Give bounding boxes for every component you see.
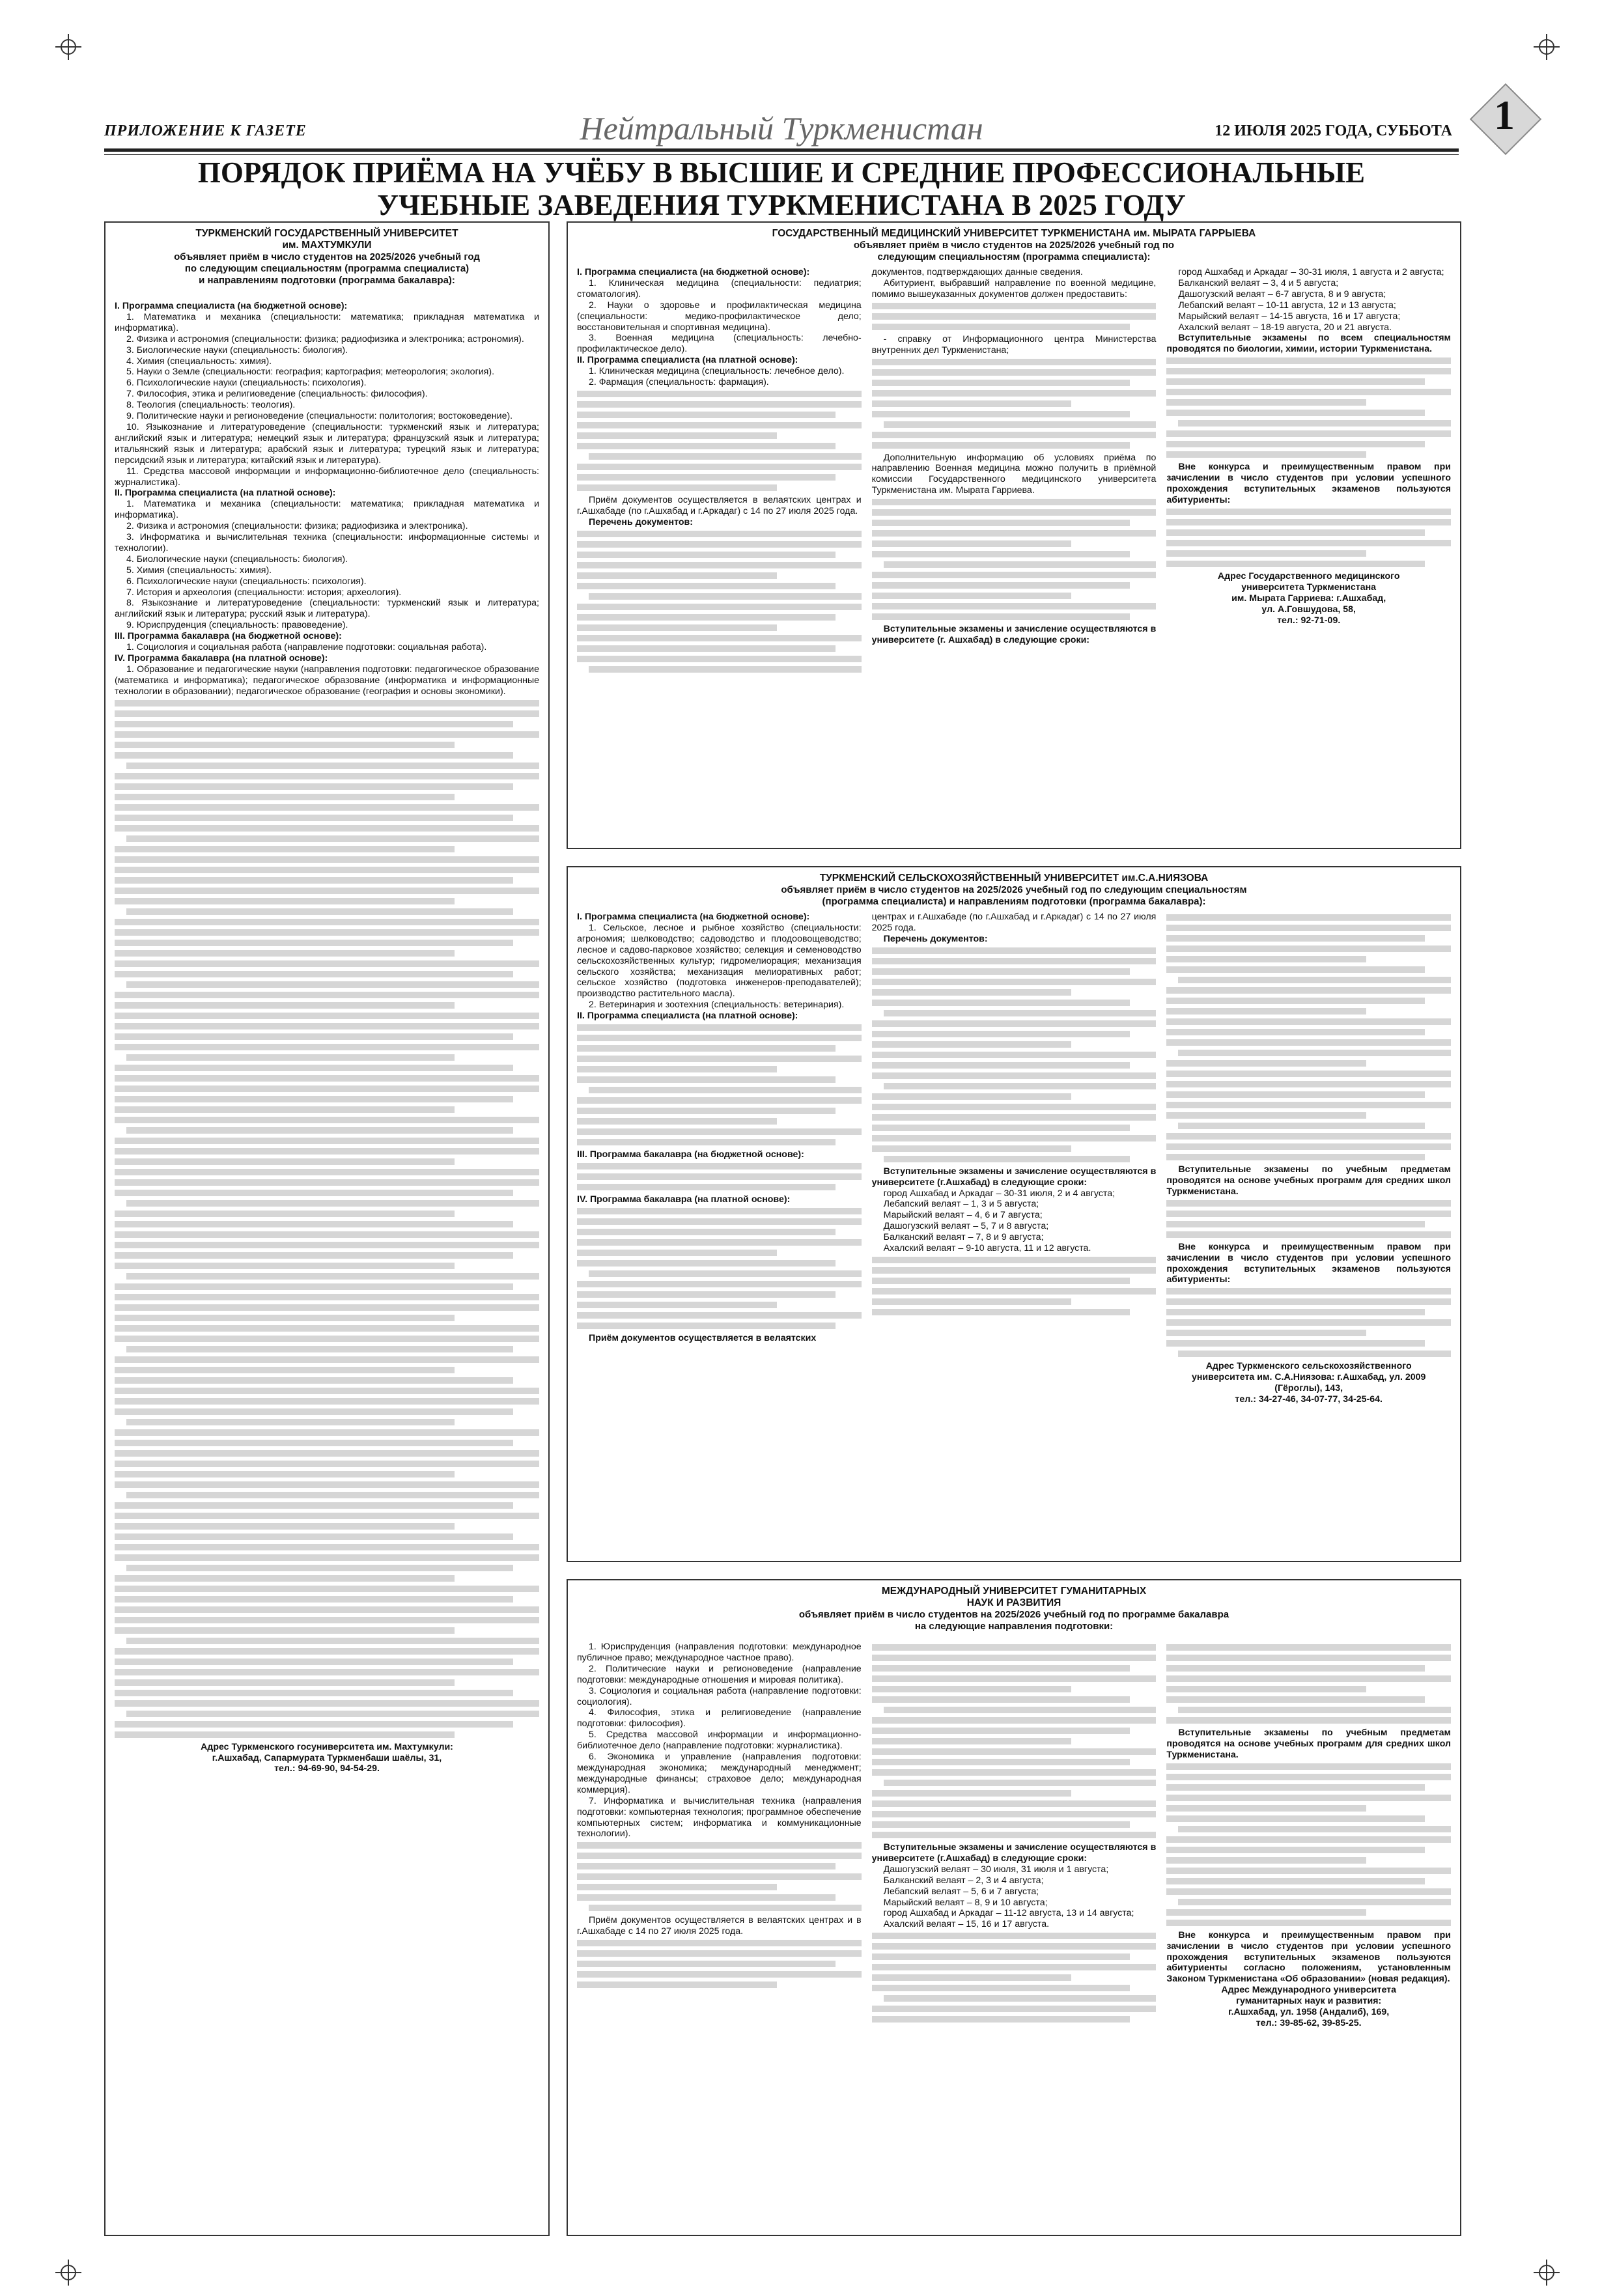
panel-hum-header [568,1580,1460,1632]
hum-text-placeholder [577,1842,862,1911]
agri-column-3 [1166,912,1451,1405]
tgu-sub-1: объявляет приём в число студентов на 2025/2026 учебный год [174,251,480,262]
hum-line: 6. Экономика и управление (направления подготовки: международная экономика; международный менеджмент; международные финансы; страховое дело; международная коммерция). [577,1752,862,1795]
agri-line: Дашогузский велаят – 5, 7 и 8 августа; [883,1221,1049,1232]
tgu-line: 10. Языкознание и литературоведение (специальности: туркменский язык и литература; английский язык и литература; немецкий язык и литература; французский язык и литература; итальянский язык и литература; арабский язык и литература; турецкий язык и литература; персидский язык и литература; китайский язык и литература). [115,421,539,466]
hum-line: Вне конкурса и преимущественным правом при зачислении в число студентов при условии успешного прохождения вступительных экзаменов пользуются абитуриенты согласно положениям, установленным Законом Туркменистана «Об образовании» (новая редакция). [1166,1929,1452,1985]
hum-address-3: г.Ашхабад, ул. 1958 (Андалиб), 169, [1228,2007,1390,2018]
hum-line: Вступительные экзамены и зачисление осуществляются в университете (г.Ашхабад) в следующие сроки: [871,1842,1157,1864]
med-line: Ахалский велаят – 18-19 августа, 20 и 21 августа. [1178,322,1392,333]
hum-title-2: НАУК И РАЗВИТИЯ [966,1597,1061,1608]
med-line: Приём документов осуществляется в велаятских центрах и г.Ашхабаде (по г.Ашхабад и г.Аркадаг) с 14 по 27 июля 2025 года. [577,494,862,516]
hum-title-1: МЕЖДУНАРОДНЫЙ УНИВЕРСИТЕТ ГУМАНИТАРНЫХ [881,1586,1147,1597]
med-line: Марыйский велаят – 14-15 августа, 16 и 17 августа; [1178,311,1401,322]
hum-address-2: гуманитарных наук и развития: [1236,1996,1382,2007]
med-line: 1. Клиническая медицина (специальность: лечебное дело). [589,366,845,377]
agri-line: IV. Программа бакалавра (на платной основе): [577,1194,791,1205]
agri-column-1 [577,912,862,1405]
agri-line: Перечень документов: [883,933,988,944]
tgu-line: 6. Психологические науки (специальность: психология). [126,378,367,389]
agri-line: II. Программа специалиста (на платной основе): [577,1011,798,1022]
page-number: 1 [1494,92,1515,138]
tgu-line: 1. Социология и социальная работа (направление подготовки: социальная работа). [126,642,487,653]
agri-line: центрах и г.Ашхабаде (по г.Ашхабад и г.Аркадаг) с 14 по 27 июля 2025 года. [871,912,1157,933]
tgu-line: 4. Химия (специальность: химия). [126,356,272,367]
tgu-line: III. Программа бакалавра (на бюджетной основе): [115,631,342,642]
masthead-rule [104,148,1459,152]
agri-line: Балканский велаят – 7, 8 и 9 августа; [883,1232,1044,1243]
registration-mark-bottom-left [55,2260,81,2286]
hum-column-2 [872,1642,1157,2029]
headline-line-2: УЧЕБНЫЕ ЗАВЕДЕНИЯ ТУРКМЕНИСТАНА В 2025 ГОДУ [377,189,1186,221]
hum-line: Марыйский велаят – 8, 9 и 10 августа; [883,1897,1048,1908]
agri-line: город Ашхабад и Аркадаг – 30-31 июля, 2 и 4 августа; [883,1188,1116,1199]
tgu-title-1: ТУРКМЕНСКИЙ ГОСУДАРСТВЕННЫЙ УНИВЕРСИТЕТ [195,228,458,239]
agri-text-placeholder [577,1163,862,1190]
hum-line: Ахалский велаят – 15, 16 и 17 августа. [883,1919,1050,1930]
tgu-line: 9. Политические науки и регионоведение (специальности: политология; востоковедение). [126,411,513,422]
tgu-line: 6. Психологические науки (специальность: психология). [126,576,367,587]
agri-text-placeholder [872,947,1157,1162]
agri-line: Ахалский велаят – 9-10 августа, 11 и 12 августа. [883,1243,1091,1254]
page-number-badge [1468,82,1540,154]
registration-mark-top-left [55,34,81,60]
agri-line: III. Программа бакалавра (на бюджетной основе): [577,1149,804,1160]
med-line: Вне конкурса и преимущественным правом при зачислении в число студентов при условии успешного прохождения вступительных экзаменов пользуются абитуриенты: [1166,462,1452,505]
med-line: Дашогузский велаят – 6-7 августа, 8 и 9 августа; [1178,288,1386,300]
tgu-body-text-placeholder [115,700,539,1738]
tgu-address-3: тел.: 94-69-90, 94-54-29. [274,1763,380,1774]
hum-text-placeholder [577,1940,862,1988]
med-line: город Ашхабад и Аркадаг – 30-31 июля, 1 августа и 2 августа; [1178,267,1444,277]
agri-address-4: тел.: 34-27-46, 34-07-77, 34-25-64. [1235,1394,1383,1405]
hum-text-placeholder [1166,1763,1451,1926]
panel-tgu [104,221,550,2236]
hum-sub-2: на следующие направления подготовки: [914,1621,1114,1632]
tgu-line: 3. Информатика и вычислительная техника (специальности: информационные системы и технологии). [115,532,539,553]
med-title: ГОСУДАРСТВЕННЫЙ МЕДИЦИНСКИЙ УНИВЕРСИТЕТ ТУРКМЕНИСТАНА им. МЫРАТА ГАРРЫЕВА [772,228,1256,239]
tgu-address-2: г.Ашхабад, Сапармурата Туркменбаши шаёлы, 31, [212,1752,442,1763]
med-address-3: им. Мырата Гарриева: г.Ашхабад, [1231,593,1386,604]
hum-line: Дашогузский велаят – 30 июля, 31 июля и 1 августа; [883,1864,1109,1875]
tgu-line: 8. Теология (специальность: теология). [126,400,296,411]
med-sub-1: объявляет приём в число студентов на 2025/2026 учебный год по [853,240,1175,251]
hum-line: 5. Средства массовой информации и информационно-библиотечное дело (направление подготовки: журналистика). [577,1729,862,1752]
med-line: 2. Науки о здоровье и профилактическая медицина (специальности: медико-профилактическое дело; восстановительная и спортивная медицина). [577,300,862,333]
hum-line: Лебапский велаят – 5, 6 и 7 августа; [883,1886,1039,1897]
med-line: Абитуриент, выбравший направление по военной медицине, помимо вышеуказанных документов должен предоставить: [871,277,1157,300]
registration-mark-bottom-right [1534,2260,1560,2286]
med-address-4: ул. А.Говшудова, 58, [1261,604,1356,615]
hum-line: 3. Социология и социальная работа (направление подготовки: социология). [577,1685,862,1707]
agri-text-placeholder [1166,914,1451,1160]
panel-med-header [568,223,1460,263]
med-line: 3. Военная медицина (специальность: лечебно-профилактическое дело). [577,333,862,355]
tgu-line: IV. Программа бакалавра (на платной основе): [115,653,328,664]
tgu-line: 7. История и археология (специальности: история; археология). [126,587,402,598]
agri-text-placeholder [1166,1200,1451,1238]
agri-line: Вне конкурса и преимущественным правом при зачислении в число студентов при условии успешного прохождения вступительных экзаменов пользуются абитуриенты: [1166,1241,1452,1285]
masthead [104,109,1459,148]
tgu-line: 5. Науки о Земле (специальности: география; картография; метеорология; экология). [126,367,495,378]
med-line: Лебапский велаят – 10-11 августа, 12 и 13 августа; [1178,300,1396,311]
med-line: 1. Клиническая медицина (специальности: педиатрия; стоматология). [577,277,862,300]
hum-line: Приём документов осуществляется в велаятских центрах и в г.Ашхабаде с 14 по 27 июля 2025 года. [577,1915,862,1937]
hum-text-placeholder [872,1644,1157,1838]
tgu-line: 7. Философия, этика и религиоведение (специальность: философия). [126,389,428,400]
masthead-rule-thin [104,154,1459,155]
agri-text-placeholder [577,1024,862,1145]
panel-tgu-header [105,223,548,287]
med-address-5: тел.: 92-71-09. [1277,615,1341,626]
agri-text-placeholder [1166,1288,1451,1357]
agri-line: Вступительные экзамены и зачисление осуществляются в университете (г.Ашхабад) в следующие сроки: [871,1166,1157,1188]
med-column-2 [872,267,1157,677]
hum-line: Балканский велаят – 2, 3 и 4 августа; [883,1875,1044,1886]
med-line: Дополнительную информацию об условиях приёма по направлению Военная медицина можно получить в приёмной комиссии Государственного медицинского университета Туркменистана им. Мырата Гарриева. [871,452,1157,496]
med-line: документов, подтверждающих данные сведения. [871,267,1083,277]
tgu-line: 5. Химия (специальность: химия). [126,565,272,576]
tgu-sub-2: по следующим специальностям (программа специалиста) [184,263,470,274]
tgu-line: 2. Физика и астрономия (специальности: физика; радиофизика и электроника; астрономия). [126,333,524,344]
tgu-line: I. Программа специалиста (на бюджетной основе): [115,301,348,311]
tgu-line: 4. Биологические науки (специальность: биология). [126,553,348,565]
med-sub-2: следующим специальностям (программа специалиста): [877,251,1151,262]
supplement-label: ПРИЛОЖЕНИЕ К ГАЗЕТЕ [104,122,307,139]
agri-line: Марыйский велаят – 4, 6 и 7 августа; [883,1210,1043,1221]
hum-sub-1: объявляет приём в число студентов на 2025/2026 учебный год по программе бакалавра [798,1609,1229,1620]
tgu-line: 3. Биологические науки (специальность: биология). [126,344,348,356]
med-text-placeholder [872,499,1157,620]
agri-title: ТУРКМЕНСКИЙ СЕЛЬСКОХОЗЯЙСТВЕННЫЙ УНИВЕРСИТЕТ им.С.А.НИЯЗОВА [819,873,1209,884]
agri-column-2 [872,912,1157,1405]
med-column-1 [577,267,862,677]
hum-address-4: тел.: 39-85-62, 39-85-25. [1256,2017,1362,2028]
med-text-placeholder [872,359,1157,449]
med-line: 2. Фармация (специальность: фармация). [589,377,769,388]
med-text-placeholder [872,303,1157,330]
tgu-line: 11. Средства массовой информации и информационно-библиотечное дело (специальность: журналистика). [115,466,539,488]
page-headline [104,156,1459,221]
tgu-line: 1. Математика и механика (специальности: математика; прикладная математика и информатика). [115,499,539,521]
panel-agri-header [568,867,1460,908]
med-line: Балканский велаят – 3, 4 и 5 августа; [1178,277,1339,288]
panel-agricultural-university [567,866,1461,1562]
hum-line: 7. Информатика и вычислительная техника (направления подготовки: компьютерная технология; программное обеспечение компьютерных систем; информатика и коммуникационные технологии). [577,1795,862,1840]
tgu-address-1: Адрес Туркменского госуниверситета им. Махтумкули: [201,1741,453,1752]
hum-address-1: Адрес Международного университета [1221,1985,1396,1996]
tgu-line: 2. Физика и астрономия (специальности: физика; радиофизика и электроника). [126,521,468,532]
med-line: Вступительные экзамены по всем специальностям проводятся по биологии, химии, истории Туркменистана. [1166,333,1452,355]
hum-text-placeholder [872,1933,1157,2023]
med-column-3 [1166,267,1451,677]
hum-line: 4. Философия, этика и религиоведение (направление подготовки: философия). [577,1707,862,1729]
med-text-placeholder [1166,509,1451,567]
med-address-2: университета Туркменистана [1241,581,1377,593]
hum-line: город Ашхабад и Аркадаг – 11-12 августа, 13 и 14 августа; [883,1908,1134,1919]
agri-address-2: университета им. С.А.Ниязова: г.Ашхабад, ул. 2009 [1191,1372,1426,1383]
med-line: I. Программа специалиста (на бюджетной основе): [577,267,810,277]
agri-line: Лебапский велаят – 1, 3 и 5 августа; [883,1199,1039,1210]
tgu-line: II. Программа специалиста (на платной основе): [115,488,336,499]
hum-text-placeholder [1166,1644,1451,1724]
agri-line: I. Программа специалиста (на бюджетной основе): [577,912,810,922]
registration-mark-top-right [1534,34,1560,60]
headline-line-1: ПОРЯДОК ПРИЁМА НА УЧЁБУ В ВЫСШИЕ И СРЕДНИЕ ПРОФЕССИОНАЛЬНЫЕ [197,156,1366,189]
newspaper-title: Нейтральный Туркменистан [580,110,983,147]
agri-line: 1. Сельское, лесное и рыбное хозяйство (специальности: агрономия; шелководство; садоводство и плодоовощеводство; лесное и садово-парковое хозяйство; селекция и семеноводство сельскохозяйственных культур; гидромелиорация; механизация сельского хозяйства; механизация мелиоративных работ; сельское хозяйство (подготовка инженеров-преподавателей); производство растительного масла). [577,922,862,1000]
agri-text-placeholder [577,1208,862,1329]
med-text-placeholder [1166,357,1451,458]
tgu-sub-3: и направлениям подготовки (программа бакалавра): [199,275,455,286]
med-address-1: Адрес Государственного медицинского [1217,570,1400,581]
med-line: Перечень документов: [589,516,693,527]
med-line: Вступительные экзамены и зачисление осуществляются в университете (г. Ашхабад) в следующие сроки: [871,624,1157,646]
tgu-body [115,301,539,1774]
panel-humanities-university [567,1579,1461,2236]
issue-date: 12 ИЮЛЯ 2025 ГОДА, СУББОТА [1215,122,1452,139]
tgu-line: 1. Образование и педагогические науки (направления подготовки: педагогическое образование (математика и информатика); педагогическое образование (информатика и информационные технологии в образовании); педагогическое образование (география и основы экономики). [115,664,539,697]
hum-line: 1. Юриспруденция (направления подготовки: международное публичное право; международное частное право). [577,1642,862,1663]
tgu-line: 1. Математика и механика (специальности: математика; прикладная математика и информатика). [115,311,539,333]
agri-sub-2: (программа специалиста) и направлениям подготовки (программа бакалавра): [822,896,1206,907]
agri-sub-1: объявляет приём в число студентов на 2025/2026 учебный год по следующим специальностям [781,884,1247,895]
med-text-placeholder [577,531,862,673]
agri-address-3: (Гёроглы), 143, [1274,1383,1343,1394]
agri-text-placeholder [872,1257,1157,1315]
agri-line: 2. Ветеринария и зоотехния (специальность: ветеринария). [589,1000,845,1011]
agri-line: Вступительные экзамены по учебным предметам проводятся на основе учебных программ для средних школ Туркменистана. [1166,1164,1452,1197]
hum-line: 2. Политические науки и регионоведение (направление подготовки: международные отношения и мировая политика). [577,1663,862,1685]
tgu-line: 9. Юриспруденция (специальность: правоведение). [126,620,348,631]
tgu-title-2: им. МАХТУМКУЛИ [282,240,372,251]
tgu-line: 8. Языкознание и литературоведение (специальности: туркменский язык и литература; английский язык и литература; русский язык и литература). [115,598,539,620]
med-line: - справку от Информационного центра Министерства внутренних дел Туркменистана; [871,333,1157,356]
agri-address-1: Адрес Туркменского сельскохозяйственного [1205,1361,1412,1372]
med-text-placeholder [577,391,862,491]
hum-column-3 [1166,1642,1451,2029]
hum-column-1 [577,1642,862,2029]
hum-line: Вступительные экзамены по учебным предметам проводятся на основе учебных программ для средних школ Туркменистана. [1166,1728,1452,1760]
agri-line: Приём документов осуществляется в велаятских [589,1332,817,1343]
med-line: II. Программа специалиста (на платной основе): [577,355,798,366]
panel-medical-university [567,221,1461,849]
